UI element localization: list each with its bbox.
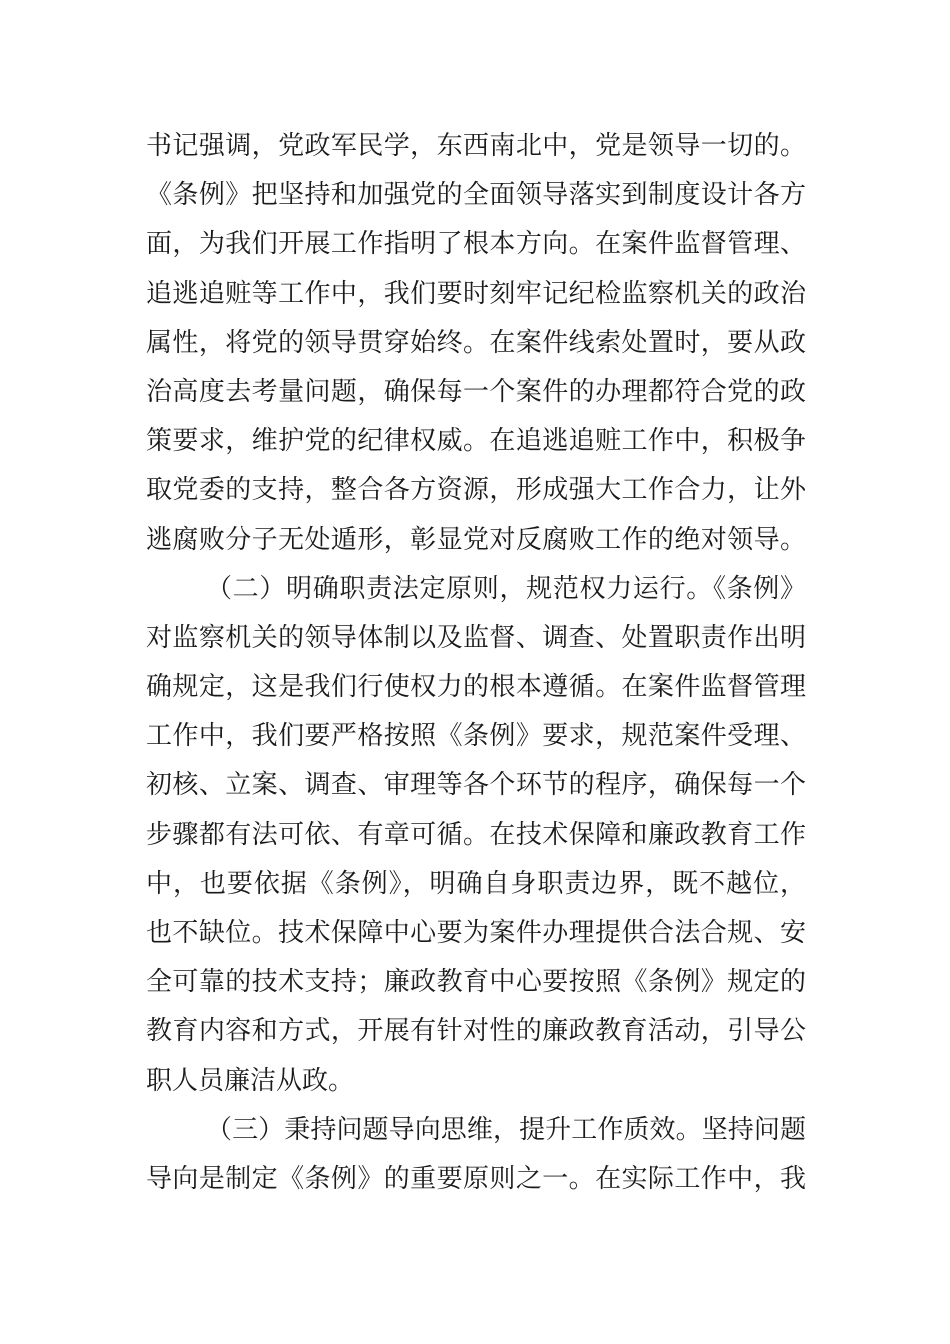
text-line: 导向是制定《条例》的重要原则之一。在实际工作中，我 [146, 1163, 806, 1194]
text-line: 初核、立案、调查、审理等各个环节的程序，确保每一个 [146, 770, 806, 801]
text-line: 《条例》把坚持和加强党的全面领导落实到制度设计各方 [146, 180, 806, 211]
text-line: 职人员廉洁从政。 [146, 1065, 355, 1096]
text-line: 书记强调，党政军民学，东西南北中，党是领导一切的。 [146, 131, 806, 161]
text-line: 面，为我们开展工作指明了根本方向。在案件监督管理、 [146, 229, 806, 260]
text-line: 取党委的支持，整合各方资源，形成强大工作合力，让外 [146, 475, 806, 506]
text-line: 教育内容和方式，开展有针对性的廉政教育活动，引导公 [146, 1016, 806, 1047]
text-line: 步骤都有法可依、有章可循。在技术保障和廉政教育工作 [146, 819, 806, 850]
text-line: 逃腐败分子无处遁形，彰显党对反腐败工作的绝对领导。 [146, 524, 806, 555]
text-line: 对监察机关的领导体制以及监督、调查、处置职责作出明 [146, 622, 806, 653]
text-line: 确规定，这是我们行使权力的根本遵循。在案件监督管理 [146, 672, 806, 703]
paragraph-heading-line: （三）秉持问题导向思维，提升工作质效。坚持问题 [206, 1114, 806, 1145]
text-line: 策要求，维护党的纪律权威。在追逃追赃工作中，积极争 [146, 426, 806, 457]
text-line: 追逃追赃等工作中，我们要时刻牢记纪检监察机关的政治 [146, 278, 806, 309]
text-line: 属性，将党的领导贯穿始终。在案件线索处置时，要从政 [146, 327, 806, 358]
text-line: 全可靠的技术支持；廉政教育中心要按照《条例》规定的 [146, 967, 806, 998]
text-line: 治高度去考量问题，确保每一个案件的办理都符合党的政 [146, 376, 806, 407]
text-line: 工作中，我们要严格按照《条例》要求，规范案件受理、 [146, 721, 806, 752]
paragraph-heading-line: （二）明确职责法定原则，规范权力运行。《条例》 [206, 573, 806, 604]
text-line: 中，也要依据《条例》，明确自身职责边界，既不越位， [146, 868, 806, 899]
body-text [146, 122, 806, 1204]
text-line: 也不缺位。技术保障中心要为案件办理提供合法合规、安 [146, 918, 806, 948]
